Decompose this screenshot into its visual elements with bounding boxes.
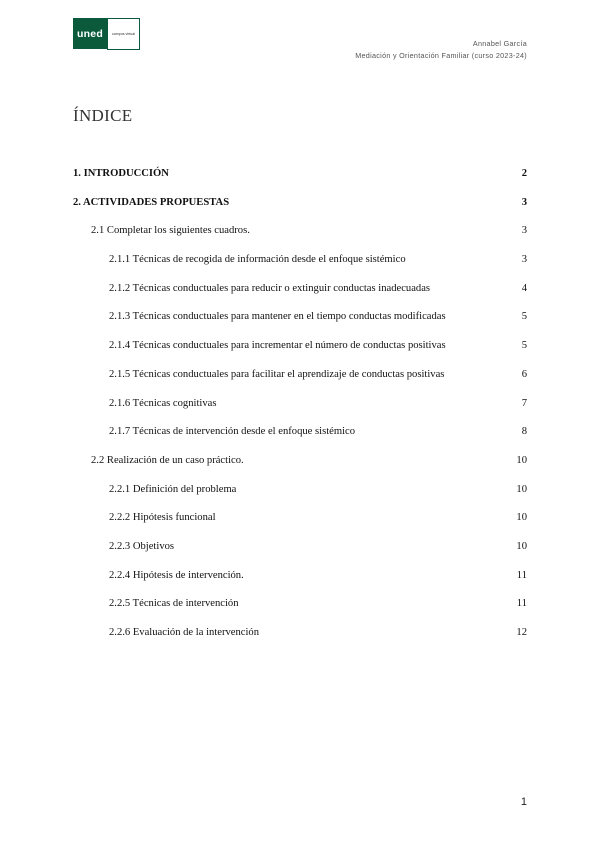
toc-entry[interactable] <box>73 164 527 193</box>
toc-entry-label: 2.1.4 Técnicas conductuales para incrementar el número de conductas positivas <box>109 340 446 352</box>
toc-entry-page: 2 <box>521 168 527 179</box>
toc-entry[interactable] <box>73 394 527 423</box>
toc-entry-page: 3 <box>521 254 527 266</box>
toc-entry[interactable] <box>73 193 527 222</box>
table-of-contents <box>73 164 527 652</box>
toc-entry-page: 5 <box>521 340 527 352</box>
toc-entry-page: 10 <box>516 540 527 552</box>
toc-entry-label: 2.1.3 Técnicas conductuales para mantener en el tiempo conductas modificadas <box>109 311 446 323</box>
toc-entry-label: 2.2.3 Objetivos <box>109 540 175 552</box>
header-course: Mediación y Orientación Familiar (curso 2023-24) <box>355 51 527 60</box>
toc-entry-label: 2.2.4 Hipótesis de intervención. <box>109 569 244 581</box>
logo-subtext: campus virtual <box>111 32 136 36</box>
toc-entry-page: 6 <box>521 368 527 380</box>
toc-entry-label: 2.1.6 Técnicas cognitivas <box>109 397 217 409</box>
toc-entry[interactable] <box>73 623 527 652</box>
toc-entry-page: 12 <box>516 627 527 638</box>
toc-entry[interactable] <box>73 221 527 250</box>
toc-entry-label: 2.1.7 Técnicas de intervención desde el enfoque sistémico <box>109 426 356 438</box>
toc-entry[interactable] <box>73 537 527 566</box>
toc-entry-label: 2.2.1 Definición del problema <box>109 483 237 495</box>
toc-entry-label: 2.1.2 Técnicas conductuales para reducir o extinguir conductas inadecuadas <box>109 282 431 294</box>
toc-entry[interactable] <box>73 566 527 595</box>
toc-entry-page: 10 <box>516 454 527 466</box>
toc-entry-label: 2.1.1 Técnicas de recogida de información desde el enfoque sistémico <box>109 254 406 266</box>
toc-entry-page: 8 <box>521 426 527 438</box>
toc-entry-page: 4 <box>521 282 527 294</box>
toc-entry-page: 3 <box>521 225 527 237</box>
toc-entry[interactable] <box>73 365 527 394</box>
toc-entry[interactable] <box>73 279 527 308</box>
toc-entry-page: 10 <box>516 512 527 524</box>
logo-secondary-box <box>107 18 140 50</box>
toc-entry[interactable] <box>73 480 527 509</box>
toc-entry[interactable] <box>73 422 527 451</box>
toc-entry[interactable] <box>73 508 527 537</box>
toc-entry-page: 7 <box>521 397 527 409</box>
toc-entry[interactable] <box>73 250 527 279</box>
index-title: ÍNDICE <box>73 106 133 125</box>
toc-entry-label: 2.2.6 Evaluación de la intervención <box>109 627 260 638</box>
toc-entry-label: 2. ACTIVIDADES PROPUESTAS <box>73 196 230 208</box>
toc-entry[interactable] <box>73 307 527 336</box>
toc-entry-page: 11 <box>516 598 527 610</box>
uned-logo <box>73 18 139 49</box>
toc-entry[interactable] <box>73 336 527 365</box>
toc-entry-label: 2.1 Completar los siguientes cuadros. <box>91 225 250 237</box>
toc-entry-page: 3 <box>521 196 527 208</box>
toc-entry-page: 5 <box>521 311 527 323</box>
toc-entry[interactable] <box>73 594 527 623</box>
toc-entry-page: 10 <box>516 483 527 495</box>
page-number: 1 <box>520 796 527 808</box>
toc-entry-label: 2.2.5 Técnicas de intervención <box>109 598 239 610</box>
toc-entry-label: 2.1.5 Técnicas conductuales para facilitar el aprendizaje de conductas positivas <box>109 368 445 380</box>
toc-entry[interactable] <box>73 451 527 480</box>
logo-wordmark: uned <box>73 18 107 49</box>
toc-entry-label: 2.2 Realización de un caso práctico. <box>91 454 244 466</box>
header-author: Annabel García <box>472 39 527 48</box>
toc-entry-page: 11 <box>516 569 527 581</box>
page-header <box>355 38 527 62</box>
toc-entry-label: 1. INTRODUCCIÓN <box>73 168 169 179</box>
toc-entry-label: 2.2.2 Hipótesis funcional <box>109 512 216 524</box>
